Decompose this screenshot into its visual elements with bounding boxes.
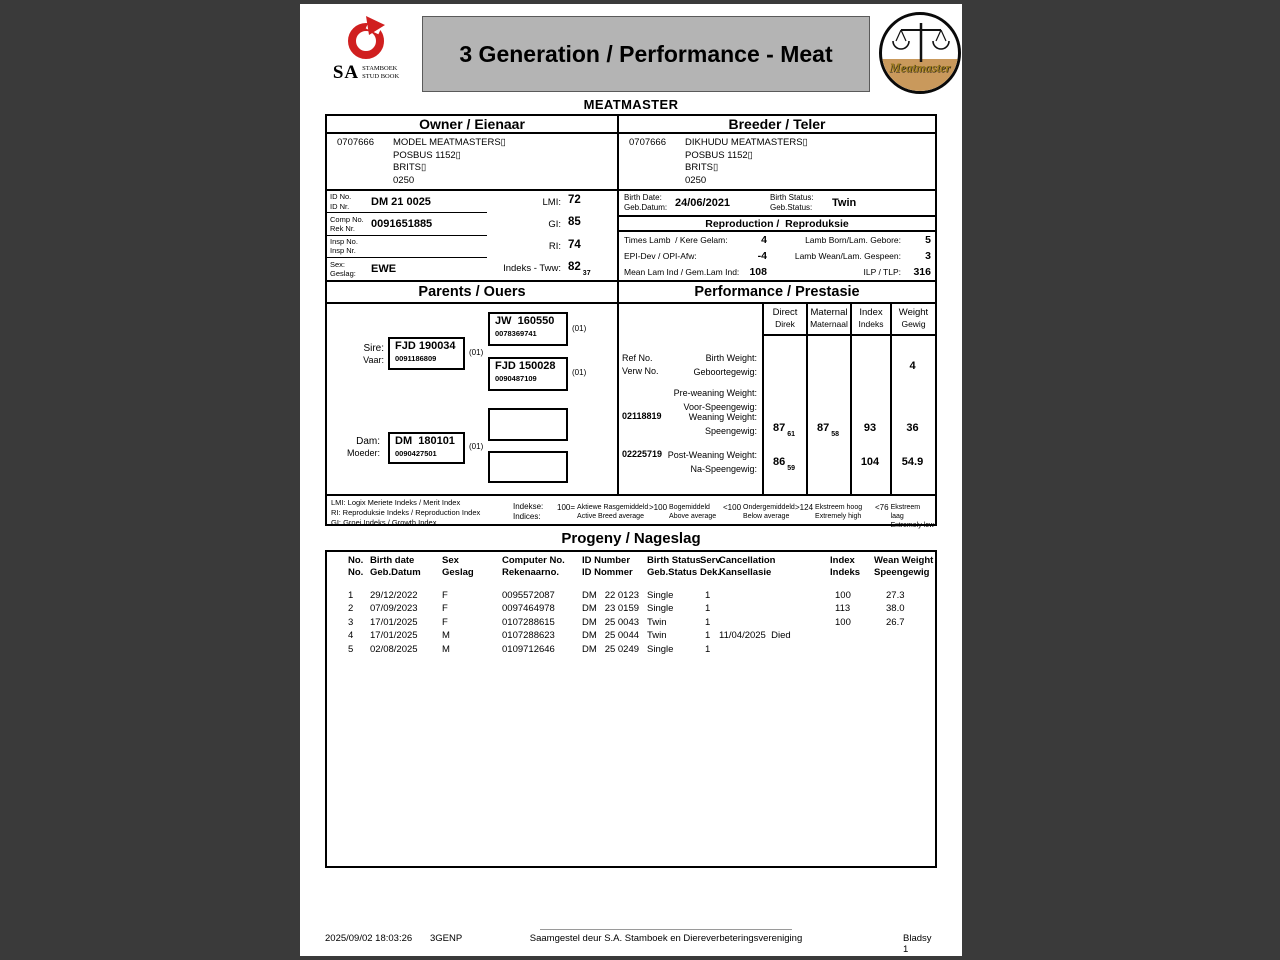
comp-number-value: 0091651885 (371, 217, 433, 230)
owner-header: Owner / Eienaar (327, 116, 619, 134)
granddam-note: (01) (572, 368, 587, 377)
repro-label: Mean Lam Ind / Gem.Lam Ind: (624, 267, 740, 277)
reproduction-row (619, 248, 935, 264)
column-header: Direct Direk (764, 304, 806, 336)
legend-item: <76 Ekstreem laag Extremely low (875, 503, 935, 530)
owner-address-line: 0250 (393, 174, 415, 186)
column-header: Index Indeks (830, 555, 861, 578)
column-header: Maternal Maternaal (808, 304, 850, 336)
postweaning-maternal-value (806, 456, 850, 472)
birth-date-label-af: Geb.Datum: (624, 203, 668, 212)
table-row: 3 17/01/2025 F 0107288615 DM 25 0043 Twin 1 100 26.7 (348, 616, 905, 628)
postweaning-direct-value: $86_{59}$ (772, 456, 796, 472)
identity-section (327, 191, 619, 280)
postweaning-index-value: 104 (860, 456, 880, 468)
footer-timestamp: 2025/09/02 18:03:26 (325, 933, 413, 944)
owner-code: 0707666 (337, 137, 374, 148)
field-label-en: ID No. (330, 192, 352, 202)
field-label-af: Insp Nr. (330, 246, 356, 256)
repro-label: Times Lamb / Kere Gelam: (624, 235, 728, 245)
field-label-en: Sex: (330, 259, 346, 269)
identity-row-sex (327, 258, 617, 280)
indices-label: Indekse: Indices: (513, 502, 544, 522)
footer-center-text: Saamgestel deur S.A. Stamboek en Diereverbeteringsvereniging (529, 933, 803, 944)
progeny-table (325, 550, 937, 868)
granddam-id: FJD 150028 (495, 360, 556, 372)
identity-birth-section (325, 191, 937, 282)
field-label-af: Geslag: (330, 268, 356, 278)
granddam-comp-no: 0090487109 (495, 373, 537, 383)
ref-no-value: 02225719 (622, 449, 663, 459)
identity-row-comp (327, 213, 617, 235)
report-page (300, 4, 962, 956)
repro-label: EPI-Dev / OPI-Afw: (624, 251, 697, 261)
dam-note: (01) (469, 442, 484, 451)
column-header: Computer No. Rekenaarno. (502, 555, 565, 578)
sire-label: Sire: Vaar: (363, 343, 384, 365)
field-label-en: Comp No. (330, 214, 364, 224)
birth-status-value: Twin (832, 197, 857, 209)
weaning-index-value: 93 (863, 422, 877, 434)
column-header: Index Indeks (852, 304, 890, 336)
dam-box (388, 432, 465, 464)
birth-section (619, 191, 935, 280)
meatmaster-logo-text: Meatmaster (889, 61, 951, 75)
footer-page-number: Bladsy 1 (903, 933, 932, 955)
weaning-maternal-value: $87_{58}$ (816, 422, 840, 438)
table-row: 2 07/09/2023 F 0097464978 DM 23 0159 Single 1 113 38.0 (348, 603, 905, 615)
sa-logo-line1: STAMBOEK (362, 65, 398, 73)
dam-comp-no: 0090427501 (395, 448, 437, 458)
identity-row-insp (327, 236, 617, 258)
breeder-address-line: 0250 (685, 174, 707, 186)
gi-label: GI: (548, 218, 561, 230)
sa-logo-line2: STUD BOOK (362, 73, 400, 81)
column-header: Birth date Geb.Datum (370, 555, 421, 578)
owner-name: MODEL MEATMASTERS▯ (393, 137, 506, 148)
pedigree-box-empty (488, 408, 568, 441)
repro-value: 108 (749, 266, 767, 278)
legend-section (325, 494, 937, 530)
field-label-en: Insp No. (330, 236, 358, 246)
repro-value: 3 (925, 250, 931, 262)
parents-section (327, 304, 619, 494)
sire-note: (01) (469, 348, 484, 357)
footer (325, 933, 937, 955)
table-row: 5 02/08/2025 M 0109712646 DM 25 0249 Single 1 (348, 643, 711, 655)
pedigree-box-empty (488, 451, 568, 483)
meatmaster-logo (879, 12, 961, 94)
grandsire-note: (01) (572, 324, 587, 333)
repro-label: Lamb Born/Lam. Gebore: (805, 235, 901, 245)
identity-row-id (327, 191, 617, 213)
sire-comp-no: 0091186809 (395, 353, 437, 363)
index-legend: LMI: Logix Meriete Indeks / Merit Index RI: Reproduksie Indeks / Reproduction Index GI: Groei Indeks / Growth Index (331, 498, 481, 528)
column-header: ID Number ID Nommer (582, 555, 633, 578)
legend-item: 100= Aktiewe Rasgemiddeld Active Breed average (557, 503, 649, 521)
column-header: Sex Geslag (442, 555, 474, 578)
owner-section (327, 134, 619, 189)
field-label-af: ID Nr. (330, 201, 350, 211)
table-row: 1 29/12/2022 F 0095572087 DM 22 0123 Single 1 100 27.3 (348, 589, 905, 601)
table-row: 4 17/01/2025 M 0107288623 DM 25 0044 Twin 1 11/04/2025 Died (348, 630, 791, 642)
grandsire-box (488, 312, 568, 346)
legend-item: >100 Bogemiddeld Above average (649, 503, 717, 521)
breed-label: MEATMASTER (583, 97, 679, 112)
reproduction-row (619, 232, 935, 248)
column-header: Birth Status Geb.Status (647, 555, 701, 578)
report-title: 3 Generation / Performance - Meat (422, 16, 870, 92)
owner-address-line: POSBUS 1152▯ (393, 149, 461, 161)
birth-date-value: 24/06/2021 (675, 197, 731, 209)
repro-value: 4 (761, 234, 767, 246)
ref-no-label: Ref No. Verw No. (622, 353, 659, 376)
indeks-tww-label: Indeks - Tww: (503, 263, 561, 275)
lmi-label: LMI: (542, 196, 561, 208)
grandsire-comp-no: 0078369741 (495, 328, 537, 338)
section-headers (325, 282, 937, 304)
repro-value: 5 (925, 234, 931, 246)
weaning-weight-value: 36 (906, 422, 919, 434)
id-number-value: DM 21 0025 (371, 195, 431, 208)
sire-box (388, 337, 465, 370)
ri-label: RI: (548, 241, 561, 253)
breeder-address-line: BRITS▯ (685, 162, 719, 174)
legend-item: <100 Ondergemiddeld Below average (723, 503, 795, 521)
grandsire-id: JW 160550 (495, 315, 555, 327)
owner-address-line: BRITS▯ (393, 162, 427, 174)
sire-id: FJD 190034 (395, 340, 456, 352)
postweaning-weight-value: 54.9 (901, 456, 924, 468)
ref-no-value: 02118819 (622, 411, 662, 421)
indeks-tww-value: $82_{37}$ (568, 260, 591, 277)
performance-header: Performance / Prestasie (694, 284, 860, 300)
repro-value: -4 (757, 250, 767, 262)
dam-id: DM 180101 (395, 435, 455, 447)
ri-value: 74 (568, 238, 581, 251)
column-header: Serv. Dek. (700, 555, 723, 578)
repro-value: 316 (913, 266, 931, 278)
sa-logo-text: SA (332, 62, 360, 83)
sa-studbook-logo (318, 16, 414, 82)
gi-value: 85 (568, 216, 581, 229)
breeder-section (619, 134, 935, 189)
footer-form-code: 3GENP (430, 933, 463, 944)
column-header: No. No. (348, 555, 364, 578)
parents-header: Parents / Ouers (327, 282, 619, 302)
performance-section: Direct Direk Maternal Maternaal Index Indeks Weight Gewig Ref No. Verw No. Birth Weight: Geboortegewig: 4 Pre-weaning Weight: Voor-Speengewig: 02118819 Weaning Weight: Speengewig: $87_{61}$ $87_{58}$ 93 36 02225719 Post-Weaning Weight: Na-Speengewig: $86_{59}$ 104 54.9 (619, 304, 935, 494)
scales-icon (891, 20, 951, 66)
column-header: Wean Weight Speengewig (874, 555, 934, 578)
lmi-value: 72 (568, 194, 581, 207)
breeder-code: 0707666 (629, 137, 666, 148)
legend-item: >124 Ekstreem hoog Extremely high (795, 503, 863, 521)
birth-weight-value: 4 (909, 360, 916, 372)
repro-label: Lamb Wean/Lam. Gespeen: (794, 251, 901, 261)
weaning-direct-value: $87_{61}$ (772, 422, 796, 438)
footer-divider (540, 929, 792, 930)
circular-arrow-icon (344, 16, 388, 62)
birth-row (619, 191, 935, 217)
granddam-box (488, 357, 568, 391)
sex-value: EWE (371, 262, 397, 275)
repro-label: ILP / TLP: (863, 267, 901, 277)
owner-breeder-table (325, 114, 937, 191)
column-header: Weight Gewig (892, 304, 935, 336)
column-header: Cancellation Kansellasie (719, 555, 776, 578)
field-label-af: Rek Nr. (330, 223, 356, 233)
birth-status-label-af: Geb.Status: (770, 203, 813, 212)
reproduction-header: Reproduction / Reproduksie (619, 217, 935, 232)
breeder-header: Breeder / Teler (619, 116, 935, 134)
dam-label: Dam: Moeder: (346, 436, 380, 458)
breeder-name: DIKHUDU MEATMASTERS▯ (685, 137, 808, 148)
breeder-address-line: POSBUS 1152▯ (685, 149, 753, 161)
progeny-column-headers (327, 555, 935, 579)
birth-date-label-en: Birth Date: (624, 193, 662, 202)
reproduction-row (619, 264, 935, 280)
birth-status-label-en: Birth Status: (770, 193, 814, 202)
progeny-header: Progeny / Nageslag (561, 530, 701, 547)
